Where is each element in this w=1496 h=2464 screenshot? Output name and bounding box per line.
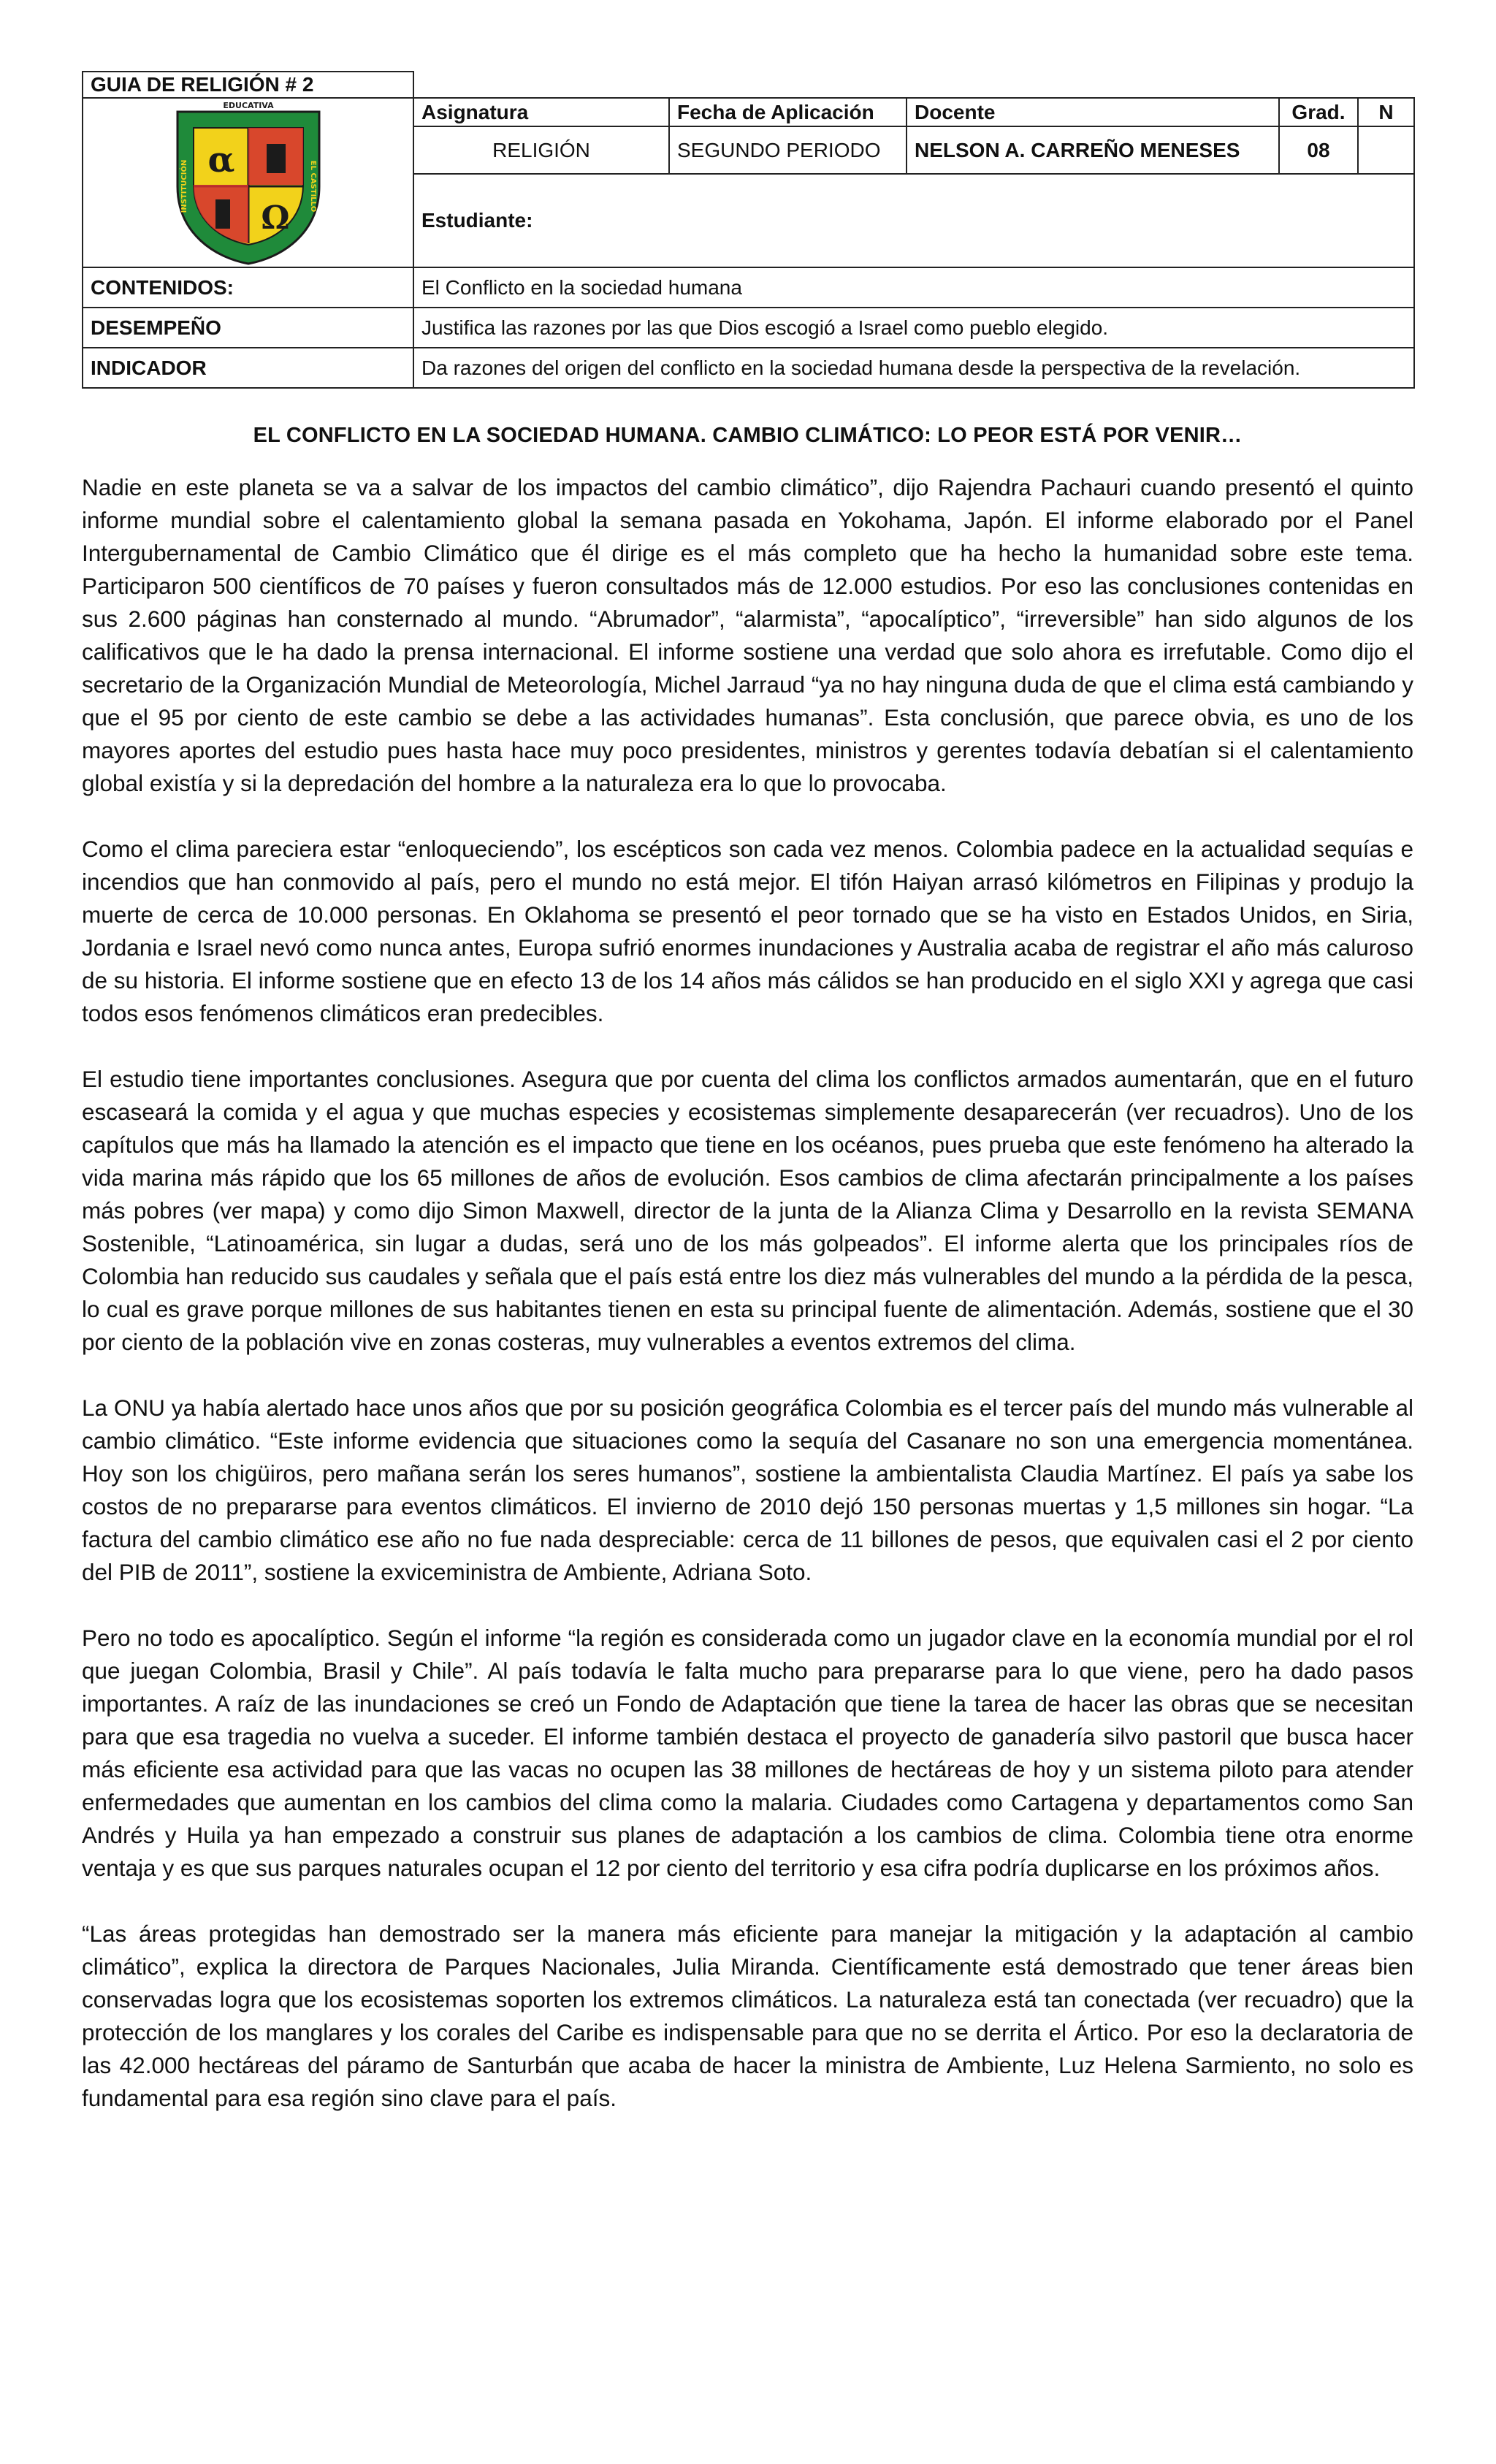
estudiante-label: Estudiante: <box>421 209 533 232</box>
col-docente: Docente <box>907 98 1279 126</box>
article-body <box>82 471 1413 2115</box>
fecha-value: SEGUNDO PERIODO <box>669 126 907 174</box>
logo-right-text: EL CASTILLO <box>308 160 317 213</box>
indicador-label: INDICADOR <box>83 348 413 388</box>
col-asignatura: Asignatura <box>413 98 669 126</box>
guide-header-table <box>82 71 1415 389</box>
contenidos-label: CONTENIDOS: <box>83 267 413 308</box>
desempeno-value: Justifica las razones por las que Dios escogió a Israel como pueblo elegido. <box>413 308 1414 348</box>
header-blank <box>413 72 1414 98</box>
docente-value: NELSON A. CARREÑO MENESES <box>907 126 1279 174</box>
estudiante-field[interactable] <box>413 174 1414 267</box>
article-paragraph: La ONU ya había alertado hace unos años que por su posición geográfica Colombia es el tercer país del mundo más vulnerable al cambio climático. “Este informe evidencia que situaciones como la sequía del Casanare no son una emergencia momentánea. Hoy son los chigüiros, pero mañana serán los seres humanos”, sostiene la ambientalista Claudia Martínez. El país ya sabe los costos de no prepararse para eventos climáticos. El invierno de 2010 dejó 150 personas muertas y 1,5 millones sin hogar. “La factura del cambio climático ese año no fue nada despreciable: cerca de 11 billones de pesos, que equivalen casi el 2 por ciento del PIB de 2011”, sostiene la exviceministra de Ambiente, Adriana Soto. <box>82 1395 1413 1585</box>
col-fecha: Fecha de Aplicación <box>669 98 907 126</box>
contenidos-value: El Conflicto en la sociedad humana <box>413 267 1414 308</box>
n-value[interactable] <box>1358 126 1414 174</box>
row-indicador <box>83 348 1414 388</box>
row-desempeno <box>83 308 1414 348</box>
logo-left-text: INSTITUCIÓN <box>180 159 188 213</box>
desempeno-label: DESEMPEÑO <box>83 308 413 348</box>
col-n: N <box>1358 98 1414 126</box>
guide-title: GUIA DE RELIGIÓN # 2 <box>83 72 413 98</box>
logo-top-text: EDUCATIVA <box>222 101 274 110</box>
logo-alpha: α <box>207 140 234 180</box>
grado-value: 08 <box>1279 126 1358 174</box>
school-shield-logo <box>172 99 325 267</box>
col-grad: Grad. <box>1279 98 1358 126</box>
asignatura-value: RELIGIÓN <box>413 126 669 174</box>
school-logo-cell <box>83 98 413 267</box>
article-paragraph: Como el clima pareciera estar “enloqueciendo”, los escépticos son cada vez menos. Colombia padece en la actualidad sequías e incendios que han conmovido al país, pero el mundo no está mejor. El tifón Haiyan arrasó kilómetros en Filipinas y produjo la muerte de cerca de 10.000 personas. En Oklahoma se presentó el peor tornado que se ha visto en Estados Unidos, en Siria, Jordania e Israel nevó como nunca antes, Europa sufrió enormes inundaciones y Australia acaba de registrar el año más caluroso de su historia. El informe sostiene que en efecto 13 de los 14 años más cálidos se han producido en el siglo XXI y agrega que casi todos esos fenómenos climáticos eran predecibles. <box>82 836 1413 1026</box>
logo-omega: Ω <box>260 199 290 237</box>
article-paragraph: Nadie en este planeta se va a salvar de los impactos del cambio climático”, dijo Rajendra Pachauri cuando presentó el quinto informe mundial sobre el calentamiento global la semana pasada en Yokohama, Japón. El informe elaborado por el Panel Intergubernamental de Cambio Climático que él dirige es el más completo que ha hecho la humanidad sobre este tema. Participaron 500 científicos de 70 países y fueron consultados más de 12.000 estudios. Por eso las conclusiones contenidas en sus 2.600 páginas han consternado al mundo. “Abrumador”, “alarmista”, “apocalíptico”, “irreversible” han sido algunos de los calificativos que le ha dado la prensa internacional. El informe sostiene una verdad que solo ahora es irrefutable. Como dijo el secretario de la Organización Mundial de Meteorología, Michel Jarraud “ya no hay ninguna duda de que el clima está cambiando y que el 95 por ciento de este cambio se debe a las actividades humanas”. Esta conclusión, que parece obvia, es uno de los mayores aportes del estudio pues hasta hace muy poco presidentes, ministros y gerentes todavía debatían si el calentamiento global existía y si la depredación del hombre a la naturaleza era lo que lo provocaba. <box>82 474 1413 796</box>
article-paragraph: “Las áreas protegidas han demostrado ser la manera más eficiente para manejar la mitigación y la adaptación al cambio climático”, explica la directora de Parques Nacionales, Julia Miranda. Científicamente está demostrado que tener áreas bien conservadas logra que los ecosistemas soporten los extremos climáticos. La naturaleza está tan conectada (ver recuadro) que la protección de los manglares y los corales del Caribe es indispensable para que no se derrita el Ártico. Por eso la declaratoria de las 42.000 hectáreas del páramo de Santurbán que acaba de hacer la ministra de Ambiente, Luz Helena Sarmiento, no solo es fundamental para esa región sino clave para el país. <box>82 1921 1413 2111</box>
article-paragraph: El estudio tiene importantes conclusiones. Asegura que por cuenta del clima los conflictos armados aumentarán, que en el futuro escaseará la comida y el agua y que muchas especies y ecosistemas simplemente desaparecerán (ver recuadros). Uno de los capítulos que más ha llamado la atención es el impacto que tiene en los océanos, pues prueba que este fenómeno ha alterado la vida marina más rápido que los 65 millones de años de evolución. Esos cambios de clima afectarán principalmente a los países más pobres (ver mapa) y como dijo Simon Maxwell, director de la junta de la Alianza Clima y Desarrollo en la revista SEMANA Sostenible, “Latinoamérica, sin lugar a dudas, será uno de los más golpeados”. El informe alerta que los principales ríos de Colombia han reducido sus caudales y señala que el país está entre los diez más vulnerables del mundo a la pérdida de la pesca, lo cual es grave porque millones de sus habitantes tienen en esta su principal fuente de alimentación. Además, sostiene que el 30 por ciento de la población vive en zonas costeras, muy vulnerables a eventos extremos del clima. <box>82 1066 1413 1355</box>
article-paragraph: Pero no todo es apocalíptico. Según el informe “la región es considerada como un jugador clave en la economía mundial por el rol que juegan Colombia, Brasil y Chile”. Al país todavía le falta mucho para prepararse para lo que viene, pero ha dado pasos importantes. A raíz de las inundaciones se creó un Fondo de Adaptación que tiene la tarea de hacer las obras que se necesitan para que esa tragedia no vuelva a suceder. El informe también destaca el proyecto de ganadería silvo pastoril que busca hacer más eficiente esa actividad para que las vacas no ocupen las 38 millones de hectáreas de hoy y un sistema piloto para atender enfermedades que aumentan en los cambios del clima como la malaria. Ciudades como Cartagena y departamentos como San Andrés y Huila ya han empezado a construir sus planes de adaptación a los cambios de clima. Colombia tiene otra enorme ventaja y es que sus parques naturales ocupan el 12 por ciento del territorio y esa cifra podría duplicarse en los próximos años. <box>82 1625 1413 1881</box>
guide-page <box>82 71 1413 2115</box>
row-contenidos <box>83 267 1414 308</box>
article-title: EL CONFLICTO EN LA SOCIEDAD HUMANA. CAMBIO CLIMÁTICO: LO PEOR ESTÁ POR VENIR… <box>253 424 1243 447</box>
indicador-value: Da razones del origen del conflicto en la sociedad humana desde la perspectiva de la revelación. <box>413 348 1414 388</box>
